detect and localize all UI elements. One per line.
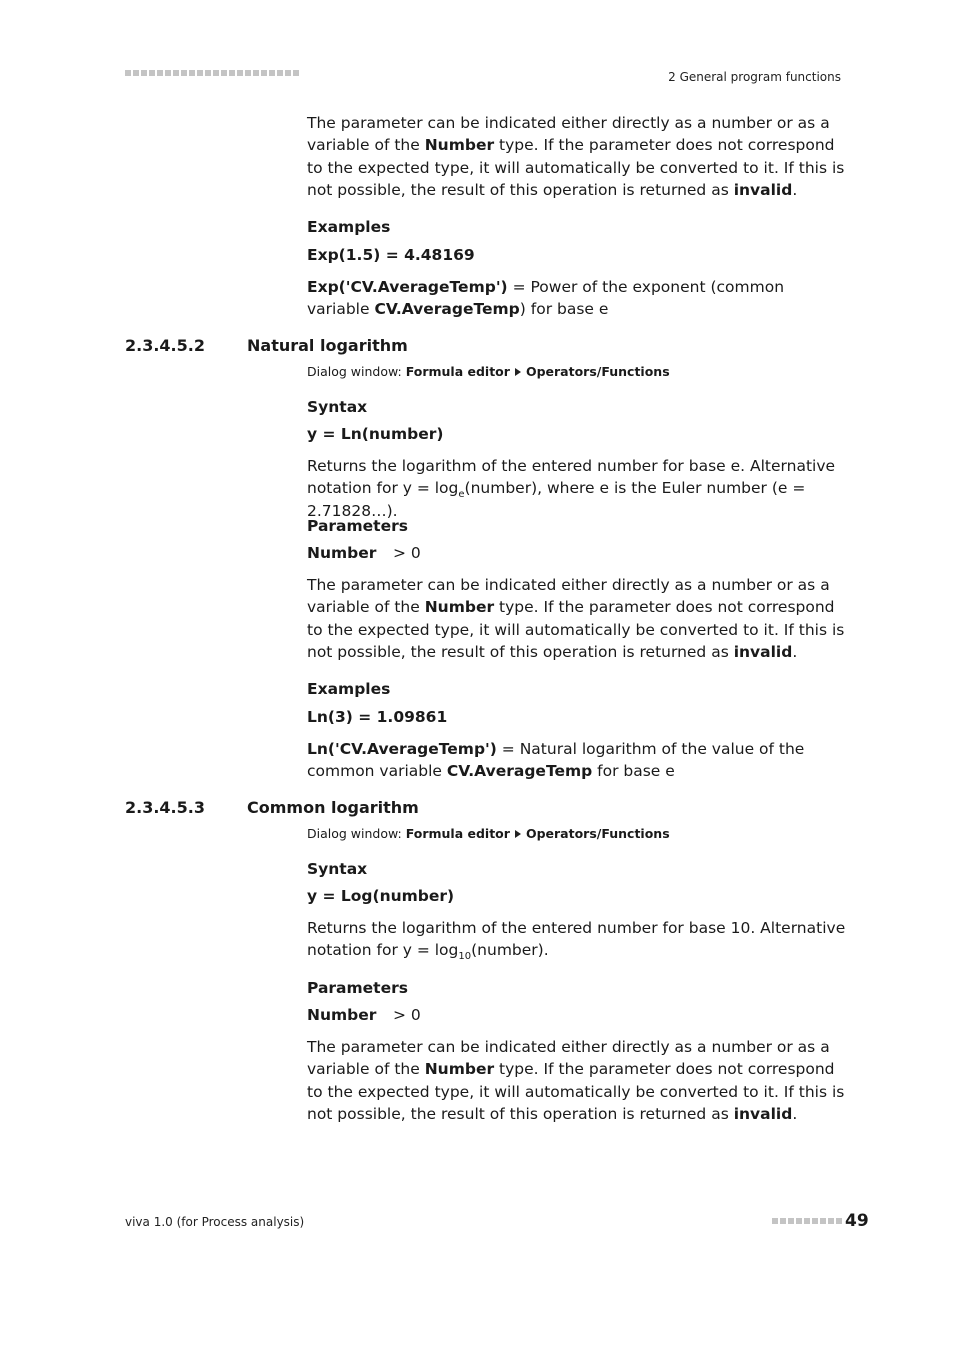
parameter-paragraph: The parameter can be indicated either directly as a number or as a variable of the Number type. If the parameter does not correspond to the expected type, it will automatically be converted to it. If this is not possible, the result of this operation is returned as invalid. [307,1038,845,1123]
header-chapter: 2 General program functions [668,70,841,84]
arrow-right-icon [515,368,521,376]
header-decoration [125,70,307,79]
dialog-path: Dialog window: Formula editor Operators/Functions [307,364,670,379]
intro-example-2: Exp('CV.AverageTemp') = Power of the exponent (common variable CV.AverageTemp) for base e [307,278,785,319]
intro-examples-heading: Examples [307,218,391,236]
syntax-heading: Syntax [307,860,368,878]
section-title: Common logarithm [247,798,419,817]
intro-paragraph: The parameter can be indicated either directly as a number or as a variable of the Number type. If the parameter does not correspond to the expected type, it will automatically be converted to it. If this is not possible, the result of this operation is returned as invalid. [307,114,845,199]
section-number: 2.3.4.5.3 [125,798,205,817]
section-title: Natural logarithm [247,336,408,355]
parameters-heading: Parameters [307,517,408,535]
description-paragraph: Returns the logarithm of the entered number for base e. Alternative notation for $y = \log_e(number)$, where e is the Euler number (e = 2.71828…). [307,457,836,520]
description-paragraph: Returns the logarithm of the entered number for base 10. Alternative notation for $y = \log_{10}(number)$. [307,919,846,963]
syntax-heading: Syntax [307,398,368,416]
page-number: 49 [845,1211,869,1231]
parameter-paragraph: The parameter can be indicated either directly as a number or as a variable of the Number type. If the parameter does not correspond to the expected type, it will automatically be converted to it. If this is not possible, the result of this operation is returned as invalid. [307,576,845,661]
parameter-row: Number > 0 [307,1006,421,1024]
parameters-heading: Parameters [307,979,408,997]
arrow-right-icon [515,830,521,838]
dialog-path: Dialog window: Formula editor Operators/Functions [307,826,670,841]
footer-decoration [772,1218,844,1237]
intro-example-1: Exp(1.5) = 4.48169 [307,246,475,264]
syntax-line: y = Log(number) [307,887,455,905]
section-number: 2.3.4.5.2 [125,336,205,355]
examples-heading: Examples [307,680,391,698]
example-1: Ln(3) = 1.09861 [307,708,448,726]
example-2: Ln('CV.AverageTemp') = Natural logarithm of the value of the common variable CV.AverageTemp for base e [307,740,805,781]
footer-product: viva 1.0 (for Process analysis) [125,1215,305,1229]
syntax-line: y = Ln(number) [307,425,444,443]
parameter-row: Number > 0 [307,544,421,562]
